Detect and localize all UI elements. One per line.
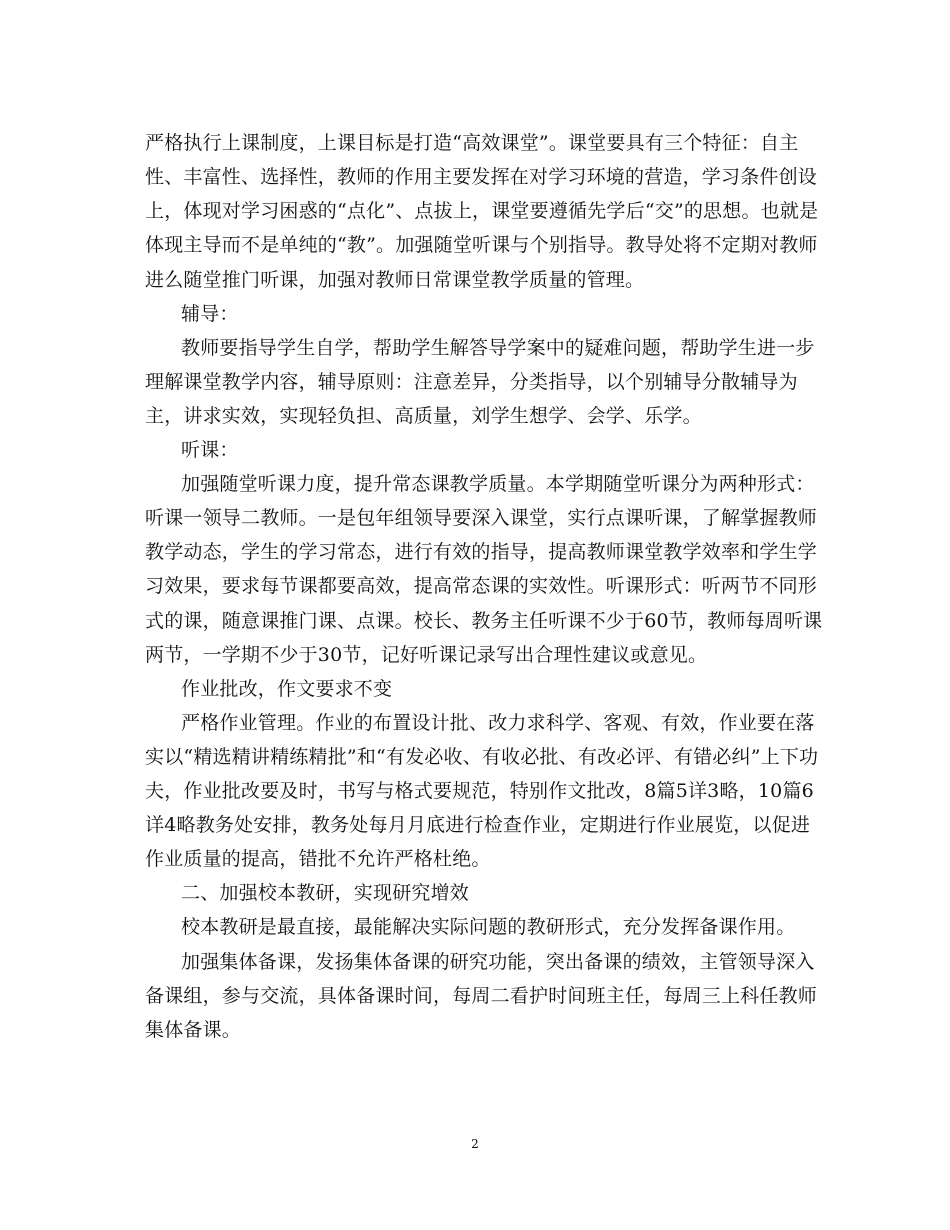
text-line: 校本教研是最直接，最能解决实际问题的教研形式，充分发挥备课作用。 <box>181 916 796 938</box>
text-line: 严格作业管理。作业的布置设计批、改力求科学、客观、有效，作业要在落 <box>181 712 815 734</box>
section-heading: 辅导： <box>181 303 239 325</box>
text-line: 两节，一学期不少于30节，记好听课记录写出合理性建议或意见。 <box>145 644 708 666</box>
page-number: 2 <box>471 1137 479 1151</box>
text-line: 习效果，要求每节课都要高效，提高常态课的实效性。听课形式：听两节不同形 <box>145 575 818 597</box>
text-line: 备课组，参与交流，具体备课时间，每周二看护时间班主任，每周三上科任教师 <box>145 985 818 1007</box>
section-heading: 二、加强校本教研，实现研究增效 <box>181 882 470 904</box>
text-line: 夫，作业批改要及时，书写与格式要规范，特别作文批改，8篇5详3略，10篇6 <box>145 780 814 802</box>
text-line: 集体备课。 <box>145 1019 242 1041</box>
text-line: 加强随堂听课力度，提升常态课教学质量。本学期随堂听课分为两种形式： <box>181 473 815 495</box>
text-line: 详4略教务处安排，教务处每月月底进行检查作业，定期进行作业展览，以促进 <box>145 814 811 836</box>
text-line: 教师要指导学生自学，帮助学生解答导学案中的疑难问题，帮助学生进一步 <box>181 337 815 359</box>
text-line: 加强集体备课，发扬集体备课的研究功能，突出备课的绩效，主管领导深入 <box>181 951 815 973</box>
text-line: 式的课，随意课推门课、点课。校长、教务主任听课不少于60节，教师每周听课 <box>145 610 823 632</box>
section-heading: 听课： <box>181 439 239 461</box>
text-line: 理解课堂教学内容，辅导原则：注意差异，分类指导，以个别辅导分散辅导为 <box>145 371 798 393</box>
text-line: 主，讲求实效，实现轻负担、高质量，刘学生想学、会学、乐学。 <box>145 405 702 427</box>
section-heading: 作业批改，作文要求不变 <box>181 678 393 700</box>
text-line: 教学动态，学生的学习常态，进行有效的指导，提高教师课堂教学效率和学生学 <box>145 541 818 563</box>
text-line: 听课一领导二教师。一是包年组领导要深入课堂，实行点课听课，了解掌握教师 <box>145 507 818 529</box>
text-line: 性、丰富性、选择性，教师的作用主要发挥在对学习环境的营造，学习条件创设 <box>145 166 818 188</box>
text-line: 进么随堂推门听课，加强对教师日常课堂教学质量的管理。 <box>145 269 645 291</box>
text-line: 体现主导而不是单纯的“教”。加强随堂听课与个别指导。教导处将不定期对教师 <box>145 234 818 256</box>
text-line: 实以“精选精讲精练精批”和“有发必收、有收必批、有改必评、有错必纠”上下功 <box>145 746 819 768</box>
text-line: 作业质量的提高，错批不允许严格杜绝。 <box>145 848 491 870</box>
text-line: 上，体现对学习困惑的“点化”、点拔上，课堂要遵循先学后“交”的思想。也就是 <box>145 200 819 222</box>
text-line: 严格执行上课制度，上课目标是打造“高效课堂”。课堂要具有三个特征：自主 <box>145 132 799 154</box>
